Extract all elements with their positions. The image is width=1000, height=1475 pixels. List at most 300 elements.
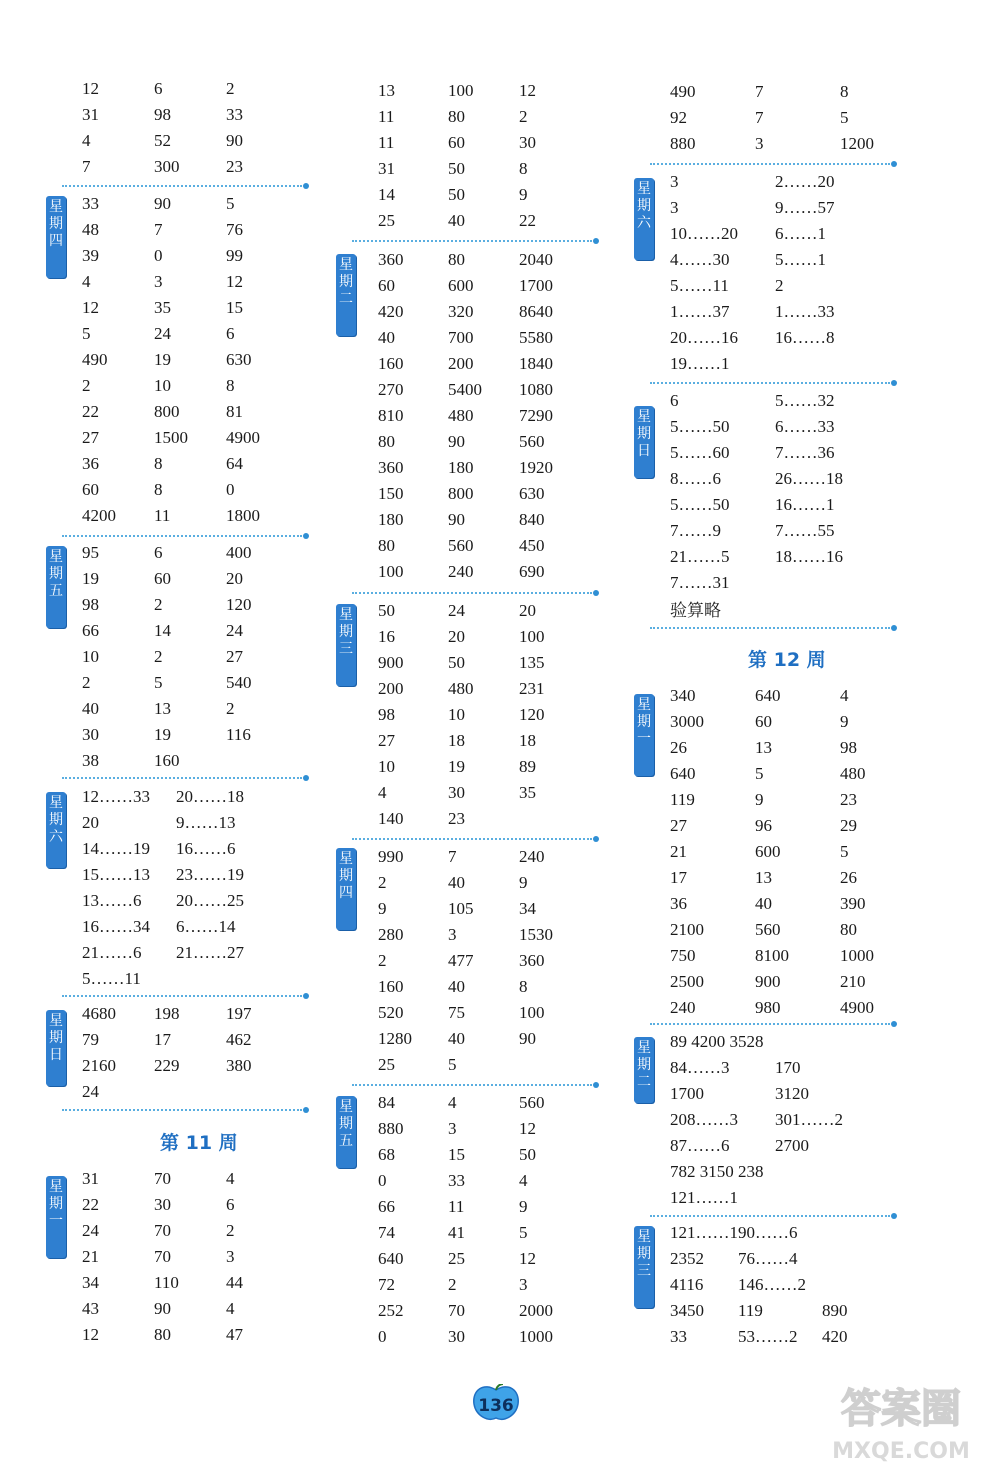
weekday-tab: 星 期 一 xyxy=(46,1176,66,1258)
answer-value: 8 xyxy=(154,480,163,499)
answer-row xyxy=(352,104,602,130)
answer-value: 160 xyxy=(154,751,180,770)
answer-value: 140 xyxy=(378,809,404,828)
answer-value: 12 xyxy=(82,79,99,98)
answer-value: 2 xyxy=(378,873,387,892)
answer-value: 4 xyxy=(82,131,91,150)
answer-value: 105 xyxy=(448,899,474,918)
answer-value: 2 xyxy=(82,376,91,395)
answer-row xyxy=(650,388,900,414)
answer-value: 10 xyxy=(82,647,99,666)
answer-row xyxy=(650,195,900,221)
answer-value: 3 xyxy=(226,1247,235,1266)
answer-row xyxy=(62,295,312,321)
answer-value: 490 xyxy=(670,82,696,101)
answer-row xyxy=(62,76,312,102)
answer-value: 60 xyxy=(82,480,99,499)
answer-value: 5 xyxy=(154,673,163,692)
answer-value: 560 xyxy=(755,920,781,939)
answer-value: 43 xyxy=(82,1299,99,1318)
answer-value: 9 xyxy=(378,899,387,918)
answer-value: 70 xyxy=(154,1247,171,1266)
answer-row xyxy=(352,351,602,377)
answer-value: 40 xyxy=(448,977,465,996)
answer-value: 38 xyxy=(82,751,99,770)
answer-value: 640 xyxy=(670,764,696,783)
answer-row xyxy=(650,943,900,969)
answer-value: 100 xyxy=(519,1003,545,1022)
answer-value: 7290 xyxy=(519,406,553,425)
answer-value: 980 xyxy=(755,998,781,1017)
answer-value: 210 xyxy=(840,972,866,991)
answer-row xyxy=(650,1185,900,1211)
answer-value: 60 xyxy=(448,133,465,152)
answer-value: 8 xyxy=(519,977,528,996)
answer-value: 360 xyxy=(378,458,404,477)
answer-value: 5 xyxy=(755,764,764,783)
answer-value: 26 xyxy=(840,868,857,887)
answer-value: 208……3 xyxy=(670,1110,738,1129)
answer-value: 5……32 xyxy=(775,391,835,410)
answer-value: 89 xyxy=(519,757,536,776)
answer-row xyxy=(650,1107,900,1133)
answer-value: 18……16 xyxy=(775,547,843,566)
answer-value: 5 xyxy=(226,194,235,213)
svg-text:MXQE.COM: MXQE.COM xyxy=(832,1439,970,1464)
answer-value: 1700 xyxy=(670,1084,704,1103)
weekday-tab: 星 期 六 xyxy=(46,792,66,868)
weekday-tab: 星 期 五 xyxy=(336,1096,356,1168)
answer-value: 160 xyxy=(378,977,404,996)
section-divider xyxy=(352,592,592,594)
answer-value: 98 xyxy=(82,595,99,614)
answer-value: 12 xyxy=(519,1249,536,1268)
answer-value: 24 xyxy=(82,1082,99,1101)
answer-value: 50 xyxy=(519,1145,536,1164)
answer-value: 840 xyxy=(519,510,545,529)
answer-row xyxy=(62,477,312,503)
svg-text:答案圈: 答案圈 xyxy=(841,1386,961,1432)
answer-row xyxy=(352,1220,602,1246)
answer-value: 5400 xyxy=(448,380,482,399)
answer-value: 2700 xyxy=(775,1136,809,1155)
answer-value: 36 xyxy=(82,454,99,473)
answer-value: 5……11 xyxy=(82,969,141,988)
answer-value: 80 xyxy=(448,250,465,269)
answer-value: 40 xyxy=(448,211,465,230)
answer-value: 11 xyxy=(378,107,395,126)
answer-value: 100 xyxy=(519,627,545,646)
answer-value: 80 xyxy=(378,432,395,451)
answer-value: 630 xyxy=(519,484,545,503)
answer-value: 33 xyxy=(226,105,243,124)
answer-value: 1840 xyxy=(519,354,553,373)
answer-value: 4 xyxy=(226,1169,235,1188)
answer-value: 1000 xyxy=(840,946,874,965)
answer-value: 1……33 xyxy=(775,302,835,321)
answer-row xyxy=(62,1079,312,1105)
answer-value: 119 xyxy=(738,1301,763,1320)
answer-value: 2 xyxy=(154,595,163,614)
answer-row xyxy=(62,243,312,269)
answer-row xyxy=(352,598,602,624)
answer-row xyxy=(62,696,312,722)
answer-value: 17 xyxy=(670,868,687,887)
answer-row xyxy=(650,917,900,943)
answer-value: 120 xyxy=(519,705,545,724)
answer-value: 146……2 xyxy=(738,1275,806,1294)
answer-value: 99 xyxy=(226,246,243,265)
answer-value: 5 xyxy=(840,108,849,127)
answer-value: 2000 xyxy=(519,1301,553,1320)
weekday-tab: 星 期 六 xyxy=(634,178,654,260)
answer-value: 360 xyxy=(519,951,545,970)
answer-value: 17 xyxy=(154,1030,171,1049)
answer-row xyxy=(62,966,312,992)
answer-row xyxy=(352,806,602,832)
answer-value: 180 xyxy=(378,510,404,529)
answer-row xyxy=(650,440,900,466)
answer-value: 15 xyxy=(448,1145,465,1164)
answer-value: 70 xyxy=(154,1169,171,1188)
answer-value: 15……13 xyxy=(82,865,150,884)
answer-row xyxy=(352,676,602,702)
answer-value: 6 xyxy=(154,543,163,562)
answer-value: 30 xyxy=(82,725,99,744)
answer-row xyxy=(352,429,602,455)
answer-value: 880 xyxy=(670,134,696,153)
answer-value: 880 xyxy=(378,1119,404,1138)
answer-row xyxy=(650,466,900,492)
weekday-tab: 星 期 二 xyxy=(634,1037,654,1103)
answer-value: 700 xyxy=(448,328,474,347)
section-divider xyxy=(62,185,302,187)
answer-row xyxy=(650,891,900,917)
answer-value: 30 xyxy=(519,133,536,152)
answer-row xyxy=(352,870,602,896)
answer-value: 25 xyxy=(378,211,395,230)
answer-value: 23 xyxy=(448,809,465,828)
answer-value: 3000 xyxy=(670,712,704,731)
week-title: 第 11 周 xyxy=(160,1132,238,1154)
answer-value: 8 xyxy=(840,82,849,101)
answer-value: 64 xyxy=(226,454,243,473)
answer-row xyxy=(62,1296,312,1322)
answer-value: 14 xyxy=(378,185,395,204)
answer-value: 6 xyxy=(154,79,163,98)
answer-value: 6……33 xyxy=(775,417,835,436)
answer-value: 890 xyxy=(822,1301,848,1320)
answer-value: 8 xyxy=(226,376,235,395)
answer-value: 31 xyxy=(82,105,99,124)
answer-row xyxy=(62,540,312,566)
section-divider xyxy=(352,240,592,242)
answer-value: 540 xyxy=(226,673,252,692)
answer-value: 34 xyxy=(82,1273,99,1292)
answer-value: 12 xyxy=(82,1325,99,1344)
answer-value: 301……2 xyxy=(775,1110,843,1129)
answer-value: 84 xyxy=(378,1093,395,1112)
answer-value: 90……6 xyxy=(738,1223,798,1242)
answer-value: 27 xyxy=(378,731,395,750)
answer-value: 30 xyxy=(154,1195,171,1214)
answer-row xyxy=(352,1052,602,1078)
answer-value: 13 xyxy=(154,699,171,718)
answer-value: 89 4200 3528 xyxy=(670,1032,764,1051)
answer-row xyxy=(352,1298,602,1324)
answer-value: 3 xyxy=(448,925,457,944)
answer-row xyxy=(62,399,312,425)
answer-value: 12……33 xyxy=(82,787,150,806)
answer-value: 80 xyxy=(154,1325,171,1344)
answer-value: 31 xyxy=(378,159,395,178)
answer-value: 3450 xyxy=(670,1301,704,1320)
answer-value: 4 xyxy=(378,783,387,802)
answer-value: 16……1 xyxy=(775,495,835,514)
answer-value: 80 xyxy=(378,536,395,555)
answer-value: 6……1 xyxy=(775,224,826,243)
answer-value: 0 xyxy=(154,246,163,265)
answer-value: 10 xyxy=(378,757,395,776)
answer-row xyxy=(62,1270,312,1296)
answer-value: 121……1 xyxy=(670,1223,738,1242)
answer-row xyxy=(650,865,900,891)
answer-value: 3 xyxy=(670,172,679,191)
answer-value: 98 xyxy=(378,705,395,724)
answer-value: 10 xyxy=(448,705,465,724)
answer-row xyxy=(62,1244,312,1270)
answer-value: 5580 xyxy=(519,328,553,347)
answer-value: 90 xyxy=(448,432,465,451)
answer-value: 33 xyxy=(82,194,99,213)
answer-value: 75 xyxy=(448,1003,465,1022)
answer-row xyxy=(62,1166,312,1192)
answer-value: 7 xyxy=(755,82,764,101)
answer-row xyxy=(352,299,602,325)
answer-value: 21……6 xyxy=(82,943,142,962)
answer-row xyxy=(650,492,900,518)
answer-value: 40 xyxy=(378,328,395,347)
answer-row xyxy=(352,325,602,351)
answer-value: 7……55 xyxy=(775,521,835,540)
answer-value: 6……14 xyxy=(176,917,236,936)
answer-row xyxy=(352,481,602,507)
answer-value: 20 xyxy=(226,569,243,588)
answer-row xyxy=(352,403,602,429)
answer-row xyxy=(650,1298,900,1324)
answer-row xyxy=(352,1142,602,1168)
answer-value: 380 xyxy=(226,1056,252,1075)
answer-row xyxy=(62,618,312,644)
answer-value: 60 xyxy=(154,569,171,588)
answer-row xyxy=(352,922,602,948)
answer-value: 33 xyxy=(670,1327,687,1346)
answer-value: 21 xyxy=(670,842,687,861)
answer-row xyxy=(62,269,312,295)
answer-value: 229 xyxy=(154,1056,180,1075)
answer-value: 95 xyxy=(82,543,99,562)
answer-row xyxy=(352,650,602,676)
answer-value: 50 xyxy=(378,601,395,620)
answer-row xyxy=(352,78,602,104)
answer-value: 24 xyxy=(154,324,171,343)
answer-value: 2160 xyxy=(82,1056,116,1075)
answer-row xyxy=(650,969,900,995)
answer-value: 5……50 xyxy=(670,417,730,436)
answer-value: 40 xyxy=(448,873,465,892)
answer-value: 13 xyxy=(755,738,772,757)
answer-row xyxy=(62,888,312,914)
answer-value: 24 xyxy=(448,601,465,620)
answer-value: 53……2 xyxy=(738,1327,798,1346)
answer-row xyxy=(352,754,602,780)
answer-value: 16……6 xyxy=(176,839,236,858)
answer-value: 33 xyxy=(448,1171,465,1190)
answer-value: 1500 xyxy=(154,428,188,447)
answer-value: 2040 xyxy=(519,250,553,269)
answer-value: 4680 xyxy=(82,1004,116,1023)
answer-value: 120 xyxy=(226,595,252,614)
answer-value: 11 xyxy=(154,506,171,525)
answer-value: 7 xyxy=(448,847,457,866)
answer-value: 19 xyxy=(154,350,171,369)
answer-value: 47 xyxy=(226,1325,243,1344)
answer-row xyxy=(62,940,312,966)
answer-value: 0 xyxy=(378,1327,387,1346)
answer-value: 3120 xyxy=(775,1084,809,1103)
answer-row xyxy=(352,702,602,728)
answer-value: 81 xyxy=(226,402,243,421)
answer-value: 800 xyxy=(154,402,180,421)
answer-value: 7……31 xyxy=(670,573,730,592)
answer-value: 200 xyxy=(378,679,404,698)
answer-value: 80 xyxy=(448,107,465,126)
answer-value: 19 xyxy=(82,569,99,588)
answer-value: 320 xyxy=(448,302,474,321)
answer-value: 2 xyxy=(154,647,163,666)
answer-value: 600 xyxy=(448,276,474,295)
answer-value: 990 xyxy=(378,847,404,866)
answer-value: 5……50 xyxy=(670,495,730,514)
answer-row xyxy=(650,1324,900,1350)
answer-value: 34 xyxy=(519,899,536,918)
answer-value: 4900 xyxy=(226,428,260,447)
answer-value: 9 xyxy=(755,790,764,809)
answer-value: 110 xyxy=(154,1273,179,1292)
answer-value: 400 xyxy=(226,543,252,562)
answer-value: 8 xyxy=(154,454,163,473)
page-number-badge xyxy=(470,1384,522,1422)
answer-value: 30 xyxy=(448,1327,465,1346)
answer-row xyxy=(650,131,900,157)
answer-value: 52 xyxy=(154,131,171,150)
answer-value: 480 xyxy=(448,679,474,698)
answer-row xyxy=(650,995,900,1021)
answer-value: 13……6 xyxy=(82,891,142,910)
answer-value: 1800 xyxy=(226,506,260,525)
answer-value: 79 xyxy=(82,1030,99,1049)
answer-row xyxy=(352,896,602,922)
answer-row xyxy=(352,507,602,533)
answer-row xyxy=(352,208,602,234)
answer-value: 2……20 xyxy=(775,172,835,191)
answer-value: 4……30 xyxy=(670,250,730,269)
answer-value: 5 xyxy=(448,1055,457,1074)
answer-value: 2 xyxy=(519,107,528,126)
answer-value: 150 xyxy=(378,484,404,503)
answer-row xyxy=(650,1133,900,1159)
answer-value: 7 xyxy=(755,108,764,127)
answer-row xyxy=(650,299,900,325)
answer-value: 13 xyxy=(755,868,772,887)
answer-value: 640 xyxy=(755,686,781,705)
answer-row xyxy=(352,1324,602,1350)
answer-row xyxy=(352,844,602,870)
answer-row xyxy=(352,1194,602,1220)
answer-value: 782 3150 238 xyxy=(670,1162,764,1181)
answer-row xyxy=(352,156,602,182)
answer-row xyxy=(62,862,312,888)
answer-value: 40 xyxy=(448,1029,465,1048)
answer-row xyxy=(352,559,602,585)
answer-value: 24 xyxy=(82,1221,99,1240)
answer-value: 76 xyxy=(226,220,243,239)
answer-value: 5 xyxy=(82,324,91,343)
answer-value: 12 xyxy=(519,81,536,100)
answer-row xyxy=(650,247,900,273)
section-divider xyxy=(352,838,592,840)
answer-value: 2100 xyxy=(670,920,704,939)
answer-value: 31 xyxy=(82,1169,99,1188)
answer-value: 66 xyxy=(378,1197,395,1216)
answer-row xyxy=(650,735,900,761)
watermark-logo xyxy=(816,1378,986,1468)
answer-value: 9……13 xyxy=(176,813,236,832)
answer-row xyxy=(62,914,312,940)
answer-row xyxy=(352,130,602,156)
answer-value: 19 xyxy=(154,725,171,744)
answer-row xyxy=(352,1026,602,1052)
answer-value: 36 xyxy=(670,894,687,913)
answer-value: 1920 xyxy=(519,458,553,477)
answer-value: 4 xyxy=(82,272,91,291)
answer-value: 90 xyxy=(519,1029,536,1048)
answer-value: 25 xyxy=(448,1249,465,1268)
answer-value: 4 xyxy=(519,1171,528,1190)
answer-row xyxy=(650,544,900,570)
answer-value: 6 xyxy=(226,324,235,343)
answer-value: 90 xyxy=(154,1299,171,1318)
answer-row xyxy=(650,813,900,839)
answer-value: 490 xyxy=(82,350,108,369)
answer-value: 2 xyxy=(226,1221,235,1240)
answer-row xyxy=(650,570,900,596)
answer-value: 4 xyxy=(448,1093,457,1112)
answer-row xyxy=(62,1192,312,1218)
answer-value: 1000 xyxy=(519,1327,553,1346)
answer-value: 15 xyxy=(226,298,243,317)
answer-value: 70 xyxy=(154,1221,171,1240)
answer-value: 3 xyxy=(755,134,764,153)
answer-value: 50 xyxy=(448,653,465,672)
answer-value: 4 xyxy=(840,686,849,705)
answer-value: 1530 xyxy=(519,925,553,944)
answer-row xyxy=(352,1000,602,1026)
answer-value: 40 xyxy=(755,894,772,913)
answer-value: 30 xyxy=(448,783,465,802)
answer-value: 480 xyxy=(840,764,866,783)
answer-row xyxy=(62,670,312,696)
